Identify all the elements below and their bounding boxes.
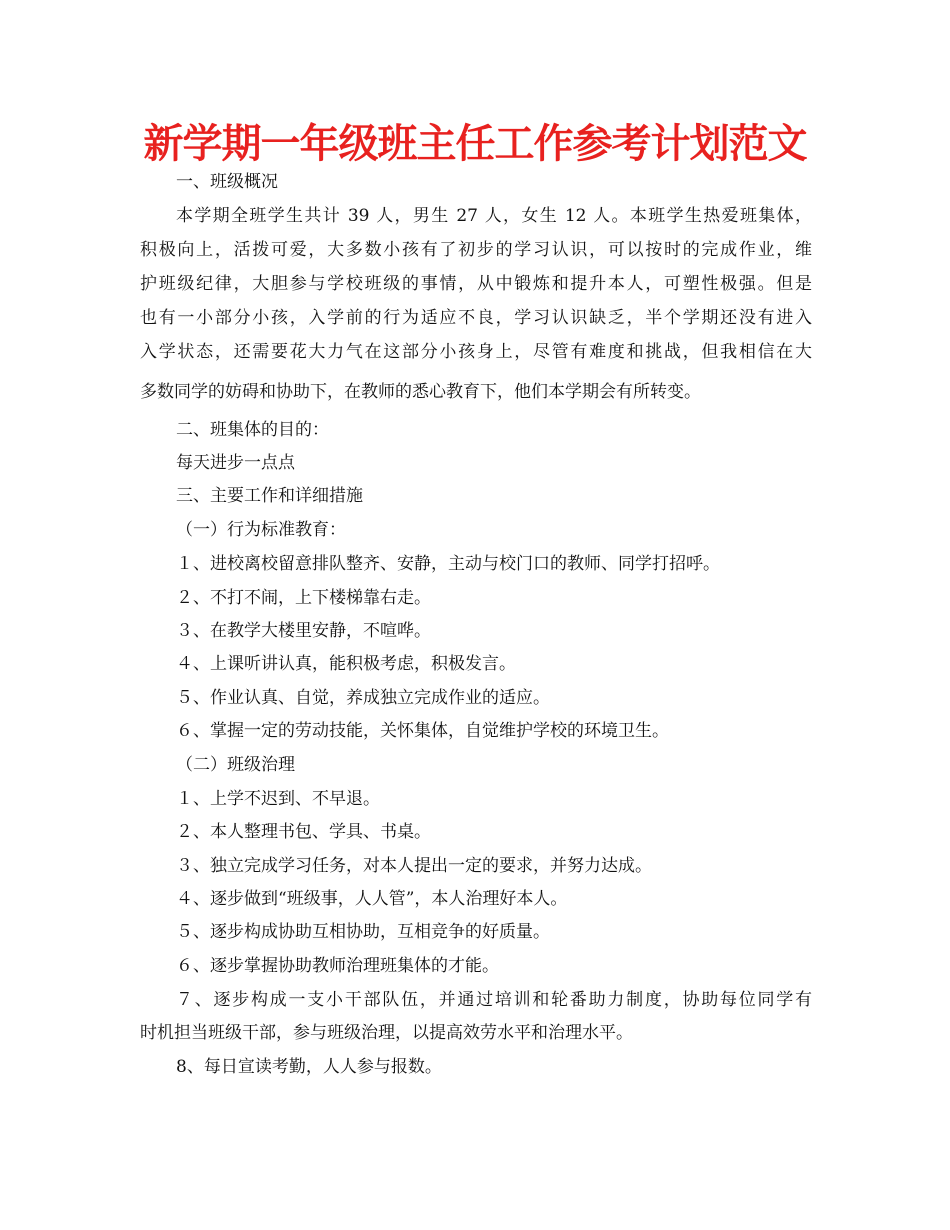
list-item: ６、掌握一定的劳动技能，关怀集体，自觉维护学校的环境卫生。 [176, 721, 669, 741]
section-text: 每天进步一点点 [176, 453, 295, 473]
list-item: １、上学不迟到、不早退。 [176, 789, 380, 809]
list-item: ３、在教学大楼里安静，不喧哗。 [176, 621, 431, 641]
subsection-heading: （一）行为标准教育： [176, 520, 346, 540]
list-item: 8、每日宣读考勤，人人参与报数。 [176, 1057, 442, 1077]
section-heading: 二、班集体的目的： [176, 420, 329, 440]
section-heading: 三、主要工作和详细措施 [176, 486, 363, 506]
subsection-heading: （二）班级治理 [176, 755, 295, 775]
paragraph-line: 护班级纪律，大胆参与学校班级的事情，从中锻炼和提升本人，可塑性极强。但是 [140, 274, 812, 294]
paragraph-line: 多数同学的妨碍和协助下，在教师的悉心教育下，他们本学期会有所转变。 [140, 382, 701, 402]
list-item: ２、不打不闹，上下楼梯靠右走。 [176, 588, 431, 608]
list-item: ４、上课听讲认真，能积极考虑，积极发言。 [176, 654, 516, 674]
list-item: ３、独立完成学习任务，对本人提出一定的要求，并努力达成。 [176, 856, 652, 876]
paragraph-line: 也有一小部分小孩，入学前的行为适应不良，学习认识缺乏，半个学期还没有进入 [140, 308, 812, 328]
list-item: ５、逐步构成协助互相协助，互相竞争的好质量。 [176, 922, 550, 942]
list-item-continuation: 时机担当班级干部，参与班级治理，以提高效劳水平和治理水平。 [140, 1023, 633, 1043]
paragraph-line: 积极向上，活拨可爱，大多数小孩有了初步的学习认识，可以按时的完成作业，维 [140, 240, 812, 260]
section-heading: 一、班级概况 [176, 172, 278, 192]
paragraph-line: 入学状态，还需要花大力气在这部分小孩身上，尽管有难度和挑战，但我相信在大 [140, 342, 812, 362]
paragraph-line: 本学期全班学生共计 39 人，男生 27 人，女生 12 人。本班学生热爱班集体， [176, 206, 812, 226]
list-item: ７、逐步构成一支小干部队伍，并通过培训和轮番助力制度，协助每位同学有 [176, 990, 812, 1010]
list-item: ６、逐步掌握协助教师治理班集体的才能。 [176, 956, 499, 976]
list-item: ５、作业认真、自觉，养成独立完成作业的适应。 [176, 688, 550, 708]
list-item: ２、本人整理书包、学具、书桌。 [176, 822, 431, 842]
list-item: １、进校离校留意排队整齐、安静，主动与校门口的教师、同学打招呼。 [176, 554, 720, 574]
list-item: ４、逐步做到“班级事，人人管”，本人治理好本人。 [176, 889, 568, 909]
document-title: 新学期一年级班主任工作参考计划范文 [143, 121, 807, 167]
